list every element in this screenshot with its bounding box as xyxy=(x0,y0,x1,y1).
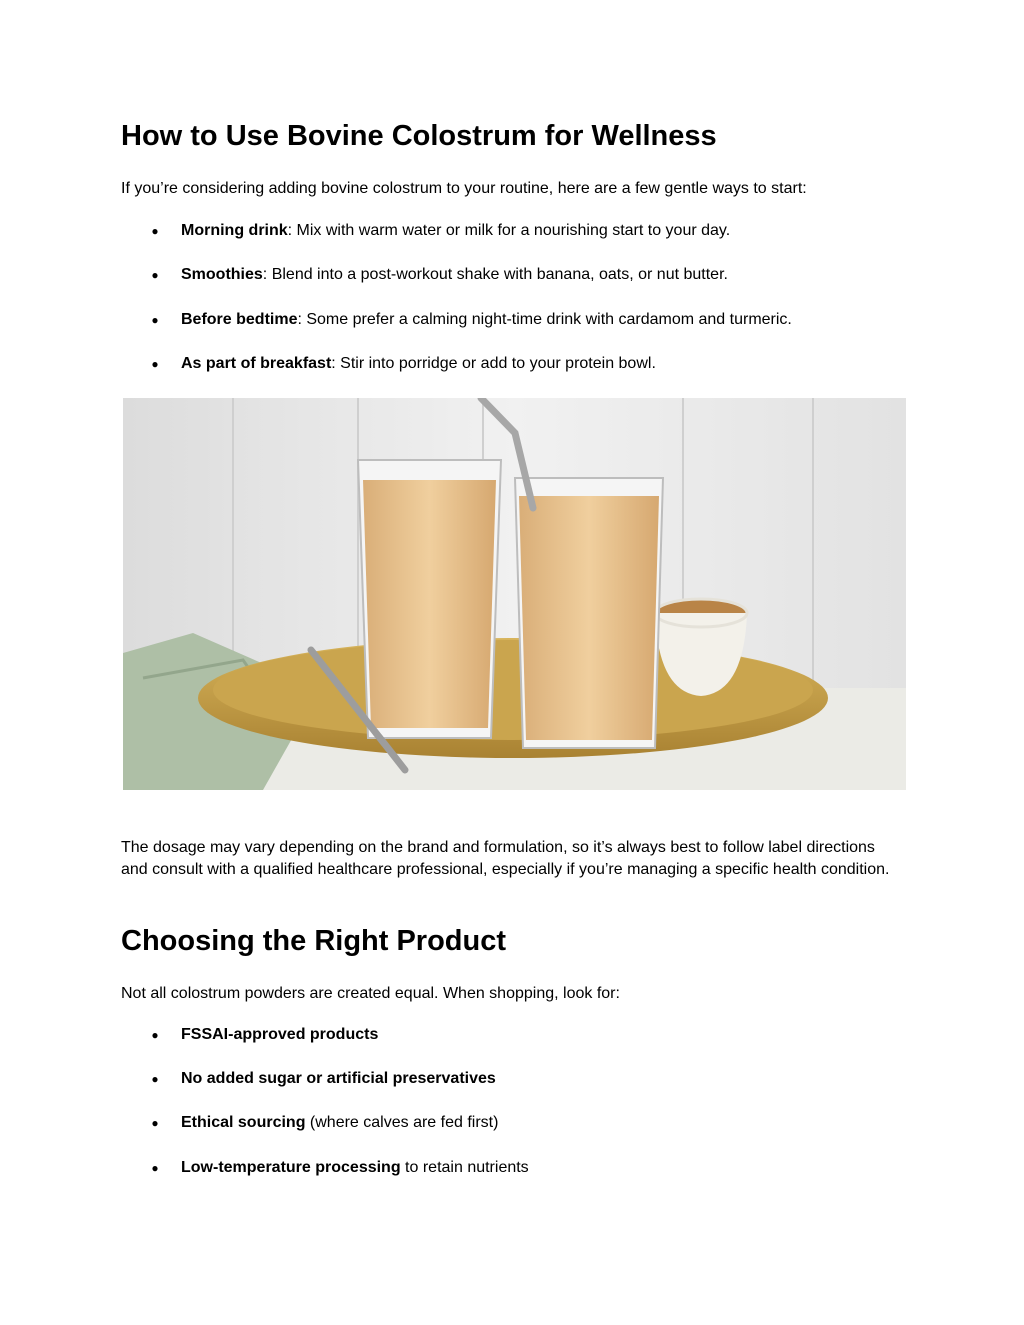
bullet-icon: ● xyxy=(151,357,159,371)
bullet-icon: ● xyxy=(151,268,159,282)
item-description: : Stir into porridge or add to your protein bowl. xyxy=(331,355,656,372)
item-label: Morning drink xyxy=(181,222,288,239)
item-label: Low-temperature processing xyxy=(181,1159,401,1176)
item-description: : Mix with warm water or milk for a nourishing start to your day. xyxy=(287,222,731,239)
item-label: As part of breakfast xyxy=(181,355,332,372)
bullet-icon: ● xyxy=(151,313,159,327)
item-label: Ethical sourcing xyxy=(181,1114,306,1131)
smoothie-photo xyxy=(123,398,906,790)
item-description: to retain nutrients xyxy=(400,1159,529,1176)
item-label: Before bedtime xyxy=(181,311,298,328)
intro-paragraph: If you’re considering adding bovine colostrum to your routine, here are a few gentle ways to start: xyxy=(121,180,807,197)
bullet-icon: ● xyxy=(151,1028,159,1042)
item-label: FSSAI-approved products xyxy=(181,1026,379,1043)
shopping-intro-paragraph: Not all colostrum powders are created equal. When shopping, look for: xyxy=(121,985,620,1002)
bullet-icon: ● xyxy=(151,224,159,238)
bullet-icon: ● xyxy=(151,1116,159,1130)
item-description: : Blend into a post-workout shake with banana, oats, or nut butter. xyxy=(262,266,728,283)
item-label: Smoothies xyxy=(181,266,263,283)
item-label: No added sugar or artificial preservatives xyxy=(181,1070,496,1087)
section-heading-choosing-product: Choosing the Right Product xyxy=(121,925,507,957)
dosage-paragraph: The dosage may vary depending on the brand and formulation, so it’s always best to follow label directions and consult with a qualified healthcare professional, especially if you’re managing a specific health condition. xyxy=(121,839,890,878)
item-description: (where calves are fed first) xyxy=(305,1114,499,1131)
bullet-icon: ● xyxy=(151,1161,159,1175)
section-heading-how-to-use: How to Use Bovine Colostrum for Wellness xyxy=(121,120,717,152)
bullet-icon: ● xyxy=(151,1072,159,1086)
item-description: : Some prefer a calming night-time drink with cardamom and turmeric. xyxy=(297,311,792,328)
